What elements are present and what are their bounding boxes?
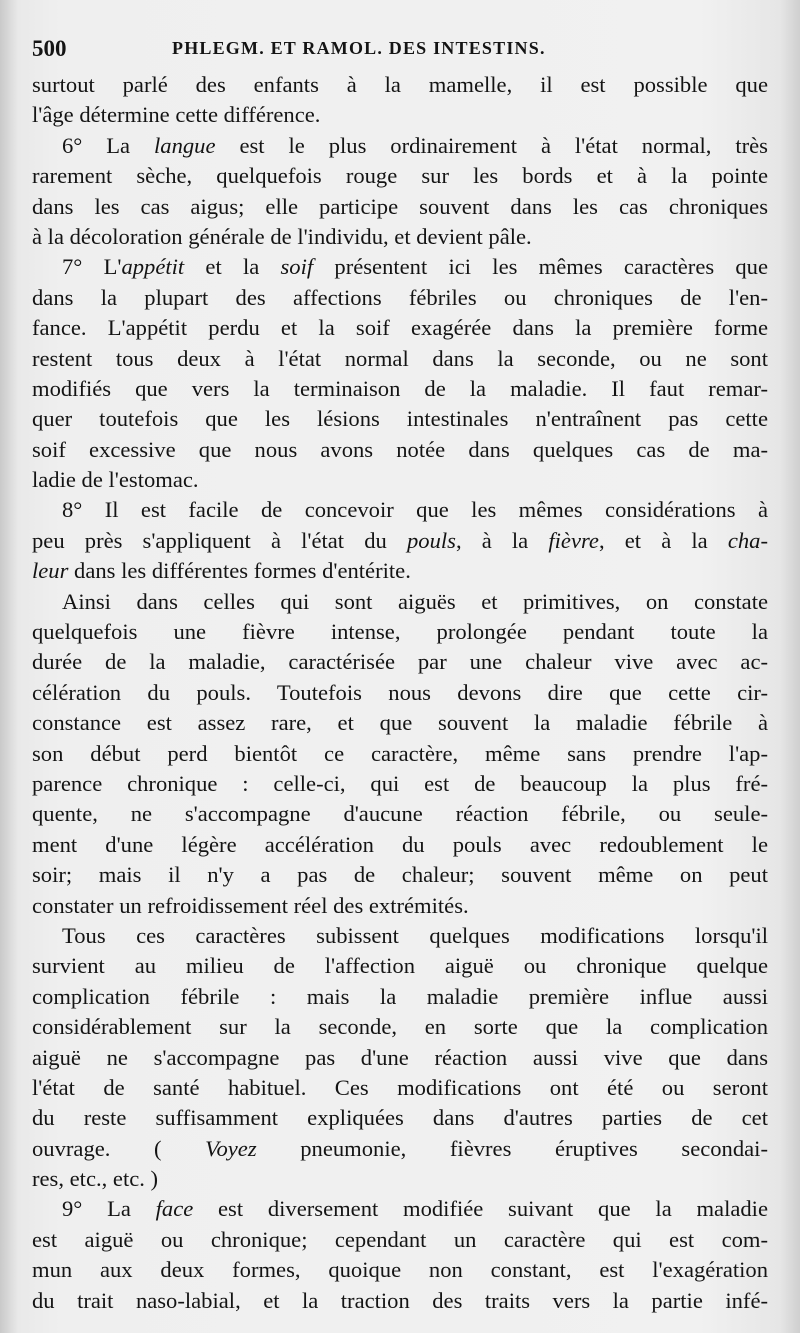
text-run: Tous ces caractères subissent quelques modifications lorsqu'il (62, 922, 768, 948)
text-line (32, 556, 768, 586)
text-run: constance est assez rare, et que souvent la maladie fébrile à (32, 710, 768, 736)
text-line (32, 1164, 768, 1194)
text-run: l'âge détermine cette différence. (32, 102, 321, 128)
text-line (32, 921, 768, 951)
text-run: est diversement modifiée suivant que la maladie (193, 1196, 768, 1222)
text-run: soir; mais il n'y a pas de chaleur; souvent même on peut (32, 862, 768, 888)
text-run: dans la plupart des affections fébriles ou chroniques de l'en- (32, 284, 768, 310)
text-run: peu près s'appliquent à l'état du (32, 527, 407, 553)
text-run: complication fébrile : mais la maladie première influe aussi (32, 983, 768, 1009)
text-line (32, 252, 768, 282)
text-run: quelquefois une fièvre intense, prolongée pendant toute la (32, 619, 768, 645)
text-line (32, 283, 768, 313)
text-run: son début perd bientôt ce caractère, même sans prendre l'ap- (32, 740, 768, 766)
text-line (32, 708, 768, 738)
text-line (32, 1255, 768, 1285)
text-run: du trait naso-labial, et la traction des traits vers la partie infé- (32, 1287, 768, 1313)
italic-term: pouls (406, 527, 456, 553)
text-line (32, 1194, 768, 1224)
text-run: ouvrage. ( (32, 1135, 206, 1161)
text-line (32, 131, 768, 161)
text-line (32, 526, 768, 556)
text-run: quer toutefois que les lésions intestinales n'entraînent pas cette (32, 406, 768, 432)
text-run: rarement sèche, quelquefois rouge sur les bords et à la pointe (32, 163, 768, 189)
text-run: célération du pouls. Toutefois nous devons dire que cette cir- (32, 679, 768, 705)
text-run: 6° La (62, 132, 155, 158)
text-run: fance. L'appétit perdu et la soif exagérée dans la première forme (32, 315, 768, 341)
text-run: aiguë ne s'accompagne pas d'une réaction aussi vive que dans (32, 1044, 768, 1070)
text-line (32, 951, 768, 981)
text-line (32, 404, 768, 434)
text-run: 7° L' (62, 254, 122, 280)
text-line (32, 161, 768, 191)
text-run: res, etc., etc. ) (32, 1166, 159, 1192)
text-line (32, 799, 768, 829)
text-line (32, 1103, 768, 1133)
text-run: considérablement sur la seconde, en sorte que la complication (32, 1014, 768, 1040)
text-run: pneumonie, fièvres éruptives secondai- (256, 1135, 768, 1161)
text-run: , à la (455, 527, 549, 553)
text-run: est le plus ordinairement à l'état normal, très (215, 132, 768, 158)
running-head: PHLEGM. ET RAMOL. DES INTESTINS. (172, 38, 546, 58)
text-line (32, 1225, 768, 1255)
text-run: constater un refroidissement réel des extrémités. (32, 892, 469, 918)
italic-term: leur (32, 558, 69, 584)
text-run: , et à la (598, 527, 728, 553)
text-run: surtout parlé des enfants à la mamelle, il est possible que (32, 72, 768, 97)
text-line (32, 739, 768, 769)
text-line (32, 1134, 768, 1164)
text-line (32, 435, 768, 465)
text-line (32, 678, 768, 708)
text-run: présentent ici les mêmes caractères que (313, 254, 768, 280)
text-line (32, 587, 768, 617)
text-run: restent tous deux à l'état normal dans la seconde, ou ne sont (32, 345, 768, 371)
text-run: 9° La (62, 1196, 156, 1222)
text-line (32, 465, 768, 495)
text-line (32, 192, 768, 222)
text-run: quente, ne s'accompagne d'aucune réaction fébrile, ou seule- (32, 801, 768, 827)
text-run: et la (184, 254, 281, 280)
text-line (32, 1073, 768, 1103)
italic-term: Voyez (205, 1135, 257, 1161)
italic-term: appétit (121, 254, 185, 280)
text-run: 8° Il est facile de concevoir que les mêmes considérations à (62, 497, 768, 523)
text-line (32, 1043, 768, 1073)
text-run: à la décoloration générale de l'individu, et devient pâle. (32, 223, 532, 249)
text-run: ladie de l'estomac. (32, 467, 199, 493)
text-line (32, 647, 768, 677)
text-line (32, 860, 768, 890)
text-line (32, 1012, 768, 1042)
text-run: ment d'une légère accélération du pouls avec redoublement le (32, 831, 768, 857)
text-run: l'état de santé habituel. Ces modifications ont été ou seront (32, 1074, 768, 1100)
text-line (32, 222, 768, 252)
text-line (32, 100, 768, 130)
text-run: soif excessive que nous avons notée dans quelques cas de ma- (32, 436, 768, 462)
text-run: est aiguë ou chronique; cependant un caractère qui est com- (32, 1226, 768, 1252)
text-line (32, 495, 768, 525)
body-text (32, 70, 768, 1316)
text-run: parence chronique : celle-ci, qui est de beaucoup la plus fré- (32, 770, 768, 796)
text-line (32, 313, 768, 343)
text-run: modifiés que vers la terminaison de la maladie. Il faut remar- (32, 375, 768, 401)
text-run: mun aux deux formes, quoique non constant, est l'exagération (32, 1257, 768, 1283)
text-line (32, 769, 768, 799)
text-run: durée de la maladie, caractérisée par une chaleur vive avec ac- (32, 649, 768, 675)
italic-term: face (155, 1196, 194, 1222)
text-run: dans les cas aigus; elle participe souvent dans les cas chroniques (32, 193, 768, 219)
italic-term: fièvre (548, 527, 599, 553)
text-line (32, 344, 768, 374)
text-line (32, 374, 768, 404)
text-run: survient au milieu de l'affection aiguë ou chronique quelque (32, 953, 768, 979)
page-header (32, 36, 772, 66)
text-line (32, 617, 768, 647)
italic-term: cha- (727, 527, 768, 553)
italic-term: langue (154, 132, 216, 158)
text-run: dans les différentes formes d'entérite. (68, 558, 411, 584)
text-line (32, 830, 768, 860)
text-line (32, 70, 768, 100)
text-run: du reste suffisamment expliquées dans d'autres parties de cet (32, 1105, 768, 1131)
text-line (32, 1286, 768, 1316)
text-run: Ainsi dans celles qui sont aiguës et primitives, on constate (62, 588, 768, 614)
italic-term: soif (280, 254, 314, 280)
text-line (32, 891, 768, 921)
text-line (32, 982, 768, 1012)
page-number: 500 (32, 36, 67, 61)
